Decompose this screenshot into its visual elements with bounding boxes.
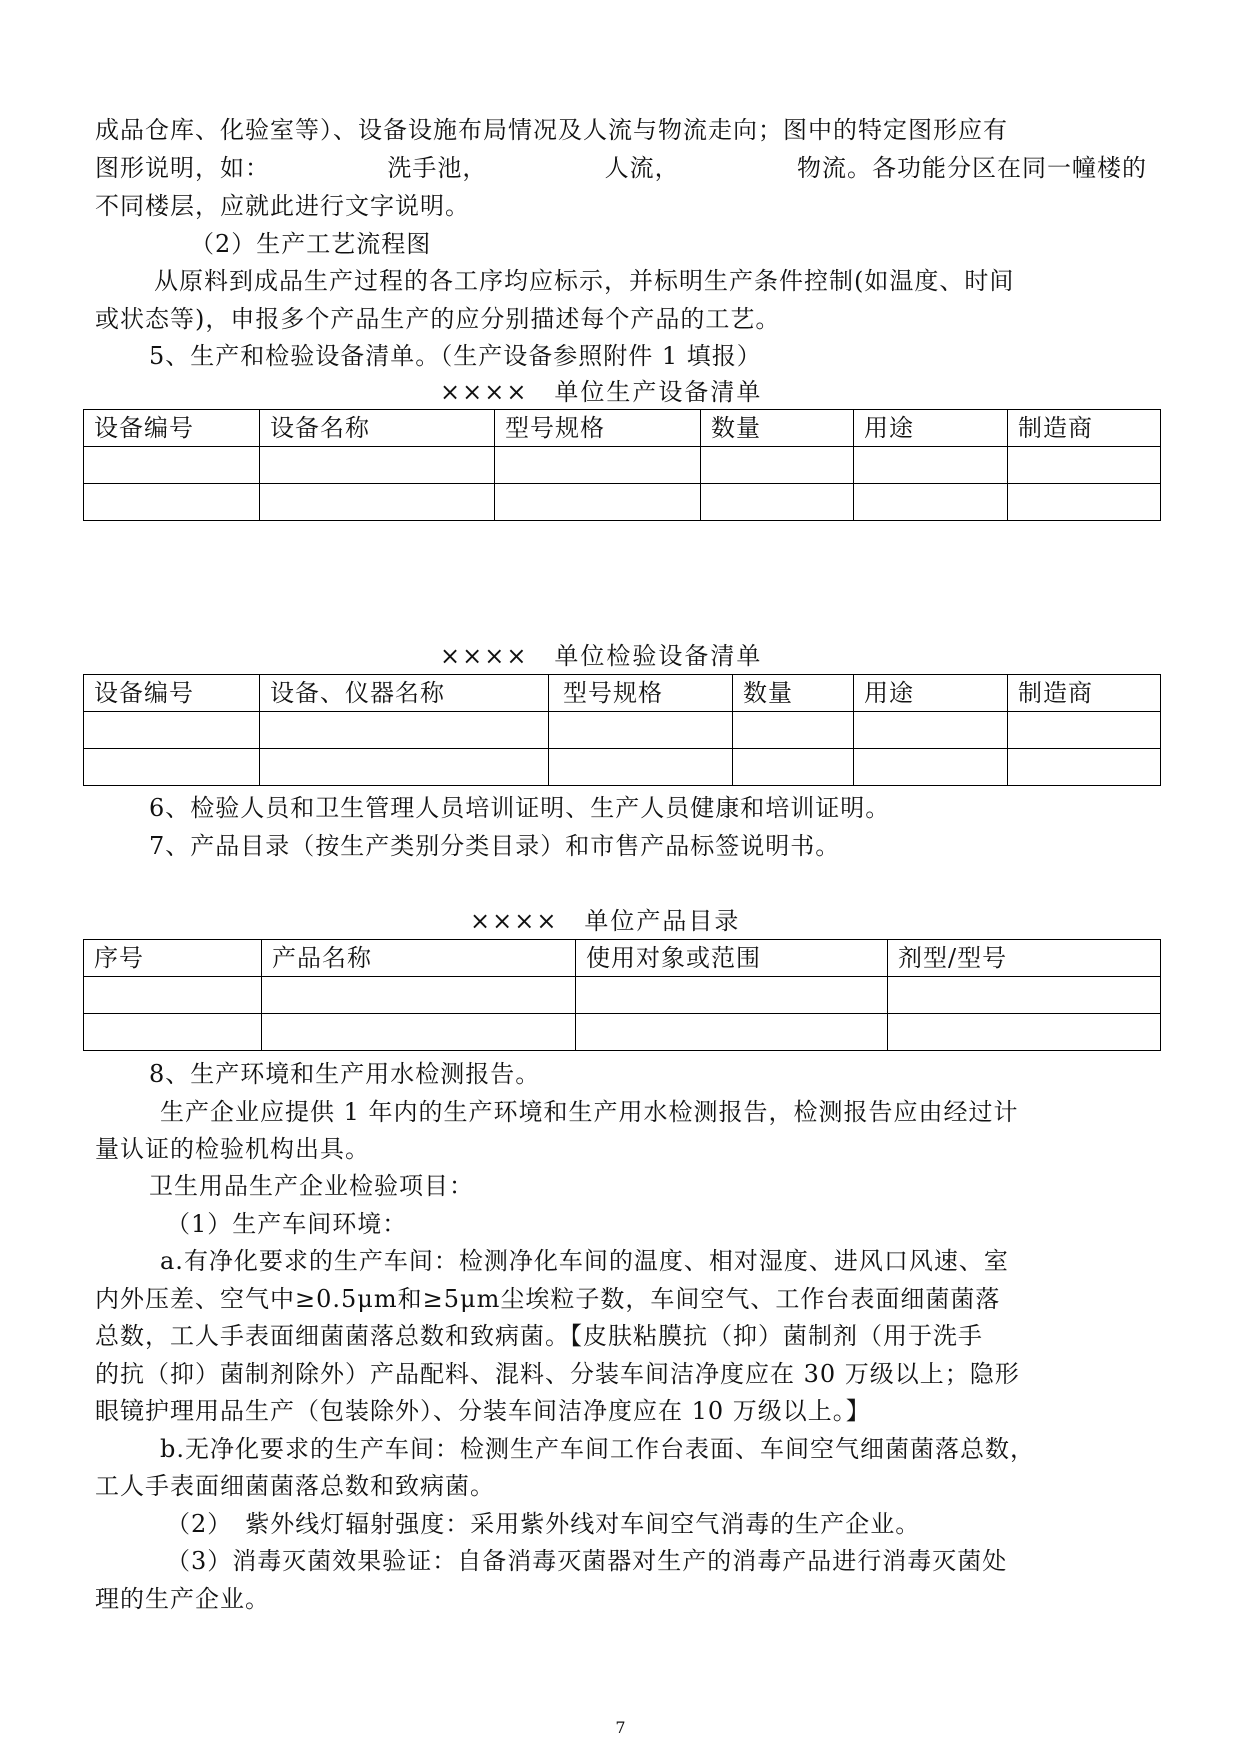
header-cell: 使用对象或范围 [576,940,888,977]
production-equipment-title: ×××× 单位生产设备清单 [440,378,763,406]
empty-cell [733,749,854,786]
empty-cell [549,749,733,786]
clean-workshop-line-2 [95,1281,1147,1317]
inspection-items-subhead: 卫生用品生产企业检验项目： [149,1172,474,1200]
empty-cell [854,749,1008,786]
item-8-para-line-2: 量认证的检验机构出具。 [95,1135,370,1163]
empty-cell [260,447,495,484]
empty-cell [854,447,1008,484]
empty-cell [495,484,701,521]
table-row [84,749,1161,786]
header-cell: 产品名称 [262,940,576,977]
intro-line-2-part-2: 洗手池， [387,154,488,182]
empty-cell [1008,447,1161,484]
empty-cell [262,977,576,1014]
header-cell: 用途 [854,410,1008,447]
empty-cell [84,484,260,521]
table-row [84,977,1161,1014]
empty-cell [84,977,262,1014]
empty-cell [888,977,1161,1014]
uv-lamp-item: （2） 紫外线灯辐射强度：采用紫外线对车间空气消毒的生产企业。 [166,1510,921,1538]
item-8-para-line-1-text: 生产企业应提供 1 年内的生产环境和生产用水检测报告，检测报告应由经过计 [160,1098,1019,1126]
table-row [84,447,1161,484]
empty-cell [549,712,733,749]
header-cell: 剂型/型号 [888,940,1161,977]
page-number: 7 [615,1718,626,1737]
item-8-para-line-1 [160,1094,1147,1130]
table-header-row [84,675,1161,712]
header-cell: 设备编号 [84,410,260,447]
header-cell: 序号 [84,940,262,977]
header-cell: 型号规格 [495,410,701,447]
empty-cell [854,712,1008,749]
header-cell: 制造商 [1008,410,1161,447]
empty-cell [1008,712,1161,749]
clean-workshop-line-4-text: 的抗（抑）菌制剂除外）产品配料、混料、分装车间洁净度应在 30 万级以上；隐形 [95,1360,1020,1388]
clean-workshop-line-1 [160,1243,1147,1279]
clean-workshop-line-3 [95,1318,1147,1354]
empty-cell [701,447,854,484]
empty-cell [1008,749,1161,786]
empty-cell [84,447,260,484]
intro-line-3: 不同楼层，应就此进行文字说明。 [95,192,470,220]
intro-line-2-part-3: 人流， [604,154,680,182]
product-catalog-title: ×××× 单位产品目录 [470,907,741,935]
empty-cell [701,484,854,521]
non-clean-workshop-line-1 [160,1431,1147,1467]
process-line-2: 或状态等)，申报多个产品生产的应分别描述每个产品的工艺。 [95,305,781,333]
item-5: 5、生产和检验设备清单。（生产设备参照附件 1 填报） [149,342,762,370]
process-line-1 [154,263,1147,299]
intro-line-1-text: 成品仓库、化验室等）、设备设施布局情况及人流与物流走向；图中的特定图形应有 [95,116,1008,144]
table-header-row [84,410,1161,447]
intro-line-1 [95,112,1147,148]
sterilization-line-1 [166,1543,1147,1579]
intro-line-2-part-1: 图形说明，如： [95,154,270,182]
empty-cell [260,749,549,786]
empty-cell [84,749,260,786]
empty-cell [495,447,701,484]
empty-cell [888,1014,1161,1051]
product-catalog-table [83,939,1161,1051]
empty-cell [733,712,854,749]
empty-cell [84,1014,262,1051]
sterilization-line-2: 理的生产企业。 [95,1585,270,1613]
empty-cell [1008,484,1161,521]
table-row [84,484,1161,521]
empty-cell [262,1014,576,1051]
clean-workshop-line-3-text: 总数，工人手表面细菌菌落总数和致病菌。【皮肤粘膜抗（抑）菌制剂（用于洗手 [95,1322,983,1350]
empty-cell [260,484,495,521]
environment-heading: （1）生产车间环境： [166,1210,408,1238]
header-cell: 设备名称 [260,410,495,447]
clean-workshop-line-5: 眼镜护理用品生产（包装除外）、分装车间洁净度应在 10 万级以上。】 [95,1397,871,1425]
intro-line-2 [95,150,1147,186]
sterilization-line-1-text: （3）消毒灭菌效果验证：自备消毒灭菌器对生产的消毒产品进行消毒灭菌处 [166,1547,1008,1575]
table-header-row [84,940,1161,977]
header-cell: 设备编号 [84,675,260,712]
non-clean-workshop-line-2: 工人手表面细菌菌落总数和致病菌。 [95,1472,495,1500]
empty-cell [576,1014,888,1051]
header-cell: 设备、仪器名称 [260,675,549,712]
item-8-heading: 8、生产环境和生产用水检测报告。 [149,1060,541,1088]
header-cell: 数量 [701,410,854,447]
table-row [84,712,1161,749]
inspection-equipment-title: ×××× 单位检验设备清单 [440,642,763,670]
clean-workshop-line-2-text: 内外压差、空气中≥0.5μm和≥5μm尘埃粒子数，车间空气、工作台表面细菌菌落 [95,1285,1001,1313]
production-equipment-table [83,409,1161,521]
item-6: 6、检验人员和卫生管理人员培训证明、生产人员健康和培训证明。 [149,794,891,822]
inspection-equipment-table [83,674,1161,786]
empty-cell [84,712,260,749]
process-heading: （2）生产工艺流程图 [190,230,432,258]
header-cell: 型号规格 [549,675,733,712]
process-line-1-text: 从原料到成品生产过程的各工序均应标示，并标明生产条件控制(如温度、时间 [154,267,1015,295]
non-clean-workshop-line-1-text: b.无净化要求的生产车间：检测生产车间工作台表面、车间空气细菌菌落总数， [160,1435,1035,1463]
clean-workshop-line-1-text: a.有净化要求的生产车间：检测净化车间的温度、相对湿度、进风口风速、室 [160,1247,1009,1275]
header-cell: 数量 [733,675,854,712]
empty-cell [576,977,888,1014]
header-cell: 制造商 [1008,675,1161,712]
empty-cell [854,484,1008,521]
clean-workshop-line-4 [95,1356,1147,1392]
header-cell: 用途 [854,675,1008,712]
intro-line-2-part-4: 物流。各功能分区在同一幢楼的 [796,154,1147,182]
empty-cell [260,712,549,749]
item-7: 7、产品目录（按生产类别分类目录）和市售产品标签说明书。 [149,832,841,860]
table-row [84,1014,1161,1051]
